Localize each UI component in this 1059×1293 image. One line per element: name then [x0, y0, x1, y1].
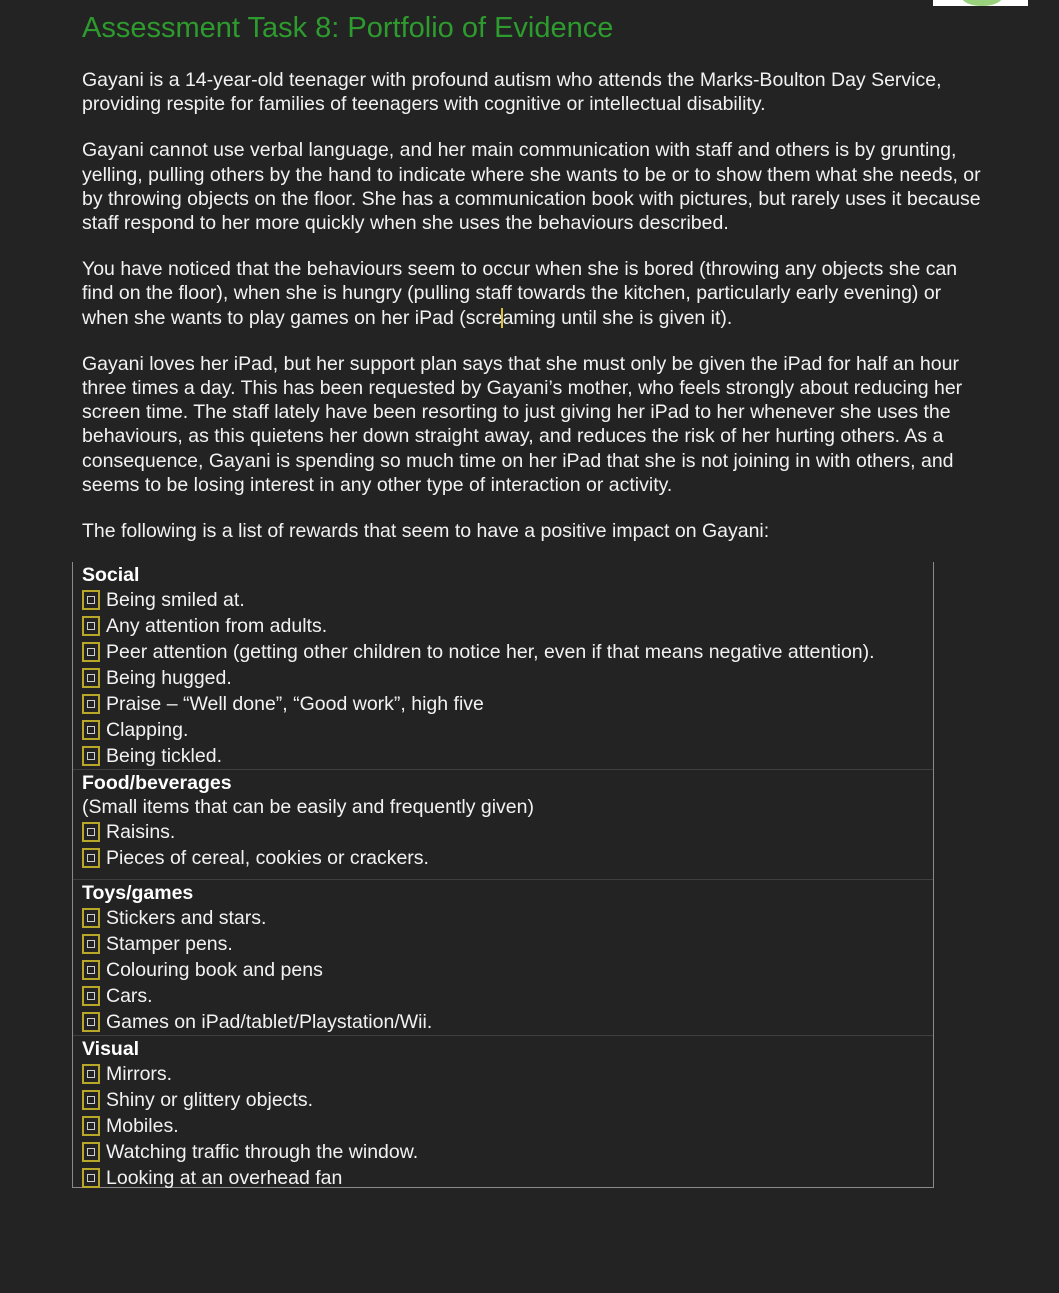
paragraph-rewards-intro: The following is a list of rewards that seem to have a positive impact on Gayani:: [82, 520, 770, 543]
checkbox-icon[interactable]: [82, 1142, 100, 1162]
checkbox-icon[interactable]: [82, 960, 100, 980]
paragraph-intro: Gayani is a 14-year-old teenager with profound autism who attends the Marks-Boulton Day Service, providing respite for families of teenagers with cognitive or intellectual disability.: [82, 69, 942, 116]
checkbox-icon[interactable]: [82, 642, 100, 662]
checkbox-icon[interactable]: [82, 1168, 100, 1188]
document-page: [82, 10, 987, 543]
section-heading: Visual: [82, 1038, 140, 1060]
item-label: Clapping.: [106, 718, 189, 741]
paragraph-behaviours-part1: You have noticed that the behaviours seem to occur when she is bored (throwing any objects she can find on the floor), when she is hungry (pulling staff towards the kitchen, particularly early evening) or when she wants to play games on her iPad (scre: [82, 258, 958, 329]
checkbox-icon[interactable]: [82, 848, 100, 868]
checkbox-icon[interactable]: [82, 1090, 100, 1110]
item-label: Stamper pens.: [106, 932, 233, 955]
item-label: Mobiles.: [106, 1114, 179, 1137]
list-item[interactable]: [82, 1113, 933, 1139]
paragraph-communication: Gayani cannot use verbal language, and her main communication with staff and others is by grunting, yelling, pulling others by the hand to indicate where she wants to be or to show them what she needs, or by throwing objects on the floor. She has a communication book with pictures, but rarely uses it because staff respond to her more quickly when she uses the behaviours described.: [82, 139, 981, 235]
item-label: Being hugged.: [106, 666, 232, 689]
item-label: Mirrors.: [106, 1062, 173, 1085]
list-item[interactable]: [82, 1087, 933, 1113]
section-social: [73, 562, 933, 769]
item-label: Praise – “Well done”, “Good work”, high five: [106, 692, 484, 715]
section-heading: Toys/games: [82, 882, 194, 904]
list-item[interactable]: [82, 905, 933, 931]
item-label: Raisins.: [106, 820, 176, 843]
list-item[interactable]: [82, 845, 933, 871]
checkbox-icon[interactable]: [82, 720, 100, 740]
item-label: Games on iPad/tablet/Playstation/Wii.: [106, 1010, 433, 1033]
list-item[interactable]: [82, 1061, 933, 1087]
item-label: Looking at an overhead fan: [106, 1166, 343, 1189]
list-item[interactable]: [82, 639, 933, 665]
checkbox-icon[interactable]: [82, 1116, 100, 1136]
item-label: Watching traffic through the window.: [106, 1140, 419, 1163]
checkbox-icon[interactable]: [82, 616, 100, 636]
item-label: Cars.: [106, 984, 153, 1007]
list-item[interactable]: [82, 613, 933, 639]
item-label: Any attention from adults.: [106, 614, 328, 637]
paragraph-behaviours: [82, 257, 987, 330]
section-heading: Food/beverages: [82, 772, 232, 794]
item-label: Pieces of cereal, cookies or crackers.: [106, 846, 429, 869]
item-label: Colouring book and pens: [106, 958, 323, 981]
section-subheading: (Small items that can be easily and frequently given): [82, 796, 534, 818]
list-item[interactable]: [82, 691, 933, 717]
item-label: Being smiled at.: [106, 588, 245, 611]
section-food: [73, 770, 933, 871]
item-label: Being tickled.: [106, 744, 222, 767]
checkbox-icon[interactable]: [82, 668, 100, 688]
item-label: Shiny or glittery objects.: [106, 1088, 314, 1111]
paragraph-ipad: Gayani loves her iPad, but her support plan says that she must only be given the iPad for half an hour three times a day. This has been requested by Gayani’s mother, who feels strongly about reducing her screen time. The staff lately have been resorting to just giving her iPad to her whenever she uses the behaviours, as this quietens her down straight away, and reduces the risk of her hurting others. As a consequence, Gayani is spending so much time on her iPad that she is not joining in with others, and seems to be losing interest in any other type of interaction or activity.: [82, 352, 963, 496]
section-toys: [73, 880, 933, 1035]
list-item[interactable]: [82, 931, 933, 957]
checkbox-icon[interactable]: [82, 986, 100, 1006]
checkbox-icon[interactable]: [82, 934, 100, 954]
list-item[interactable]: [82, 665, 933, 691]
document-title: Assessment Task 8: Portfolio of Evidence: [82, 12, 614, 44]
checkbox-icon[interactable]: [82, 746, 100, 766]
checkbox-icon[interactable]: [82, 590, 100, 610]
section-spacer: [73, 871, 933, 879]
paragraph-behaviours-part2: aming until she is given it).: [502, 306, 733, 329]
item-label: Peer attention (getting other children to notice her, even if that means negative attention).: [106, 640, 875, 663]
section-heading: Social: [82, 564, 140, 586]
section-visual: [73, 1036, 933, 1191]
checkbox-icon[interactable]: [82, 1064, 100, 1084]
list-item[interactable]: [82, 983, 933, 1009]
list-item[interactable]: [82, 819, 933, 845]
item-label: Stickers and stars.: [106, 906, 267, 929]
checkbox-icon[interactable]: [82, 908, 100, 928]
list-item[interactable]: [82, 957, 933, 983]
list-item[interactable]: [82, 1165, 933, 1191]
checkbox-icon[interactable]: [82, 822, 100, 842]
list-item[interactable]: [82, 717, 933, 743]
checkbox-icon[interactable]: [82, 694, 100, 714]
top-corner-tab: [933, 0, 1028, 6]
checkbox-icon[interactable]: [82, 1012, 100, 1032]
rewards-table: [72, 562, 934, 1188]
tab-logo-arc: [961, 0, 1003, 6]
list-item[interactable]: [82, 743, 933, 769]
list-item[interactable]: [82, 1009, 933, 1035]
list-item[interactable]: [82, 587, 933, 613]
list-item[interactable]: [82, 1139, 933, 1165]
